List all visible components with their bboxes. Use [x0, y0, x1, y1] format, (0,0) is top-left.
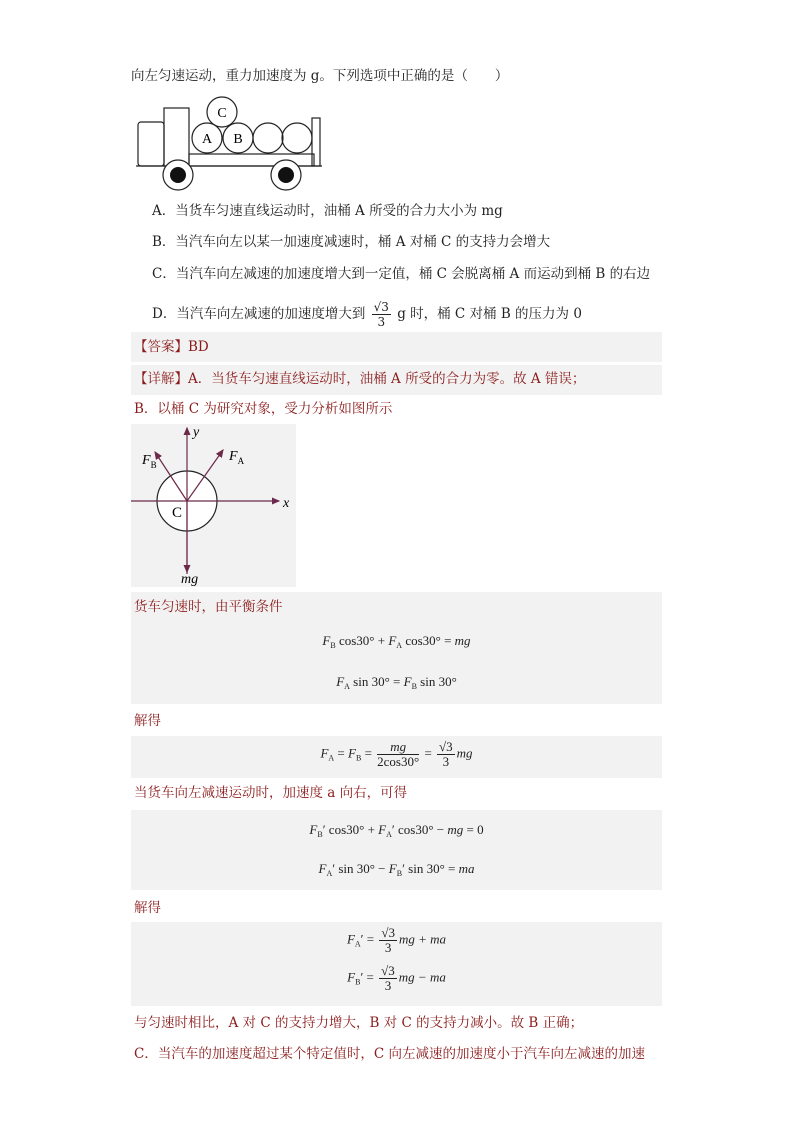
- label-mg: mg: [181, 572, 199, 587]
- label-c: C: [172, 505, 183, 521]
- label-x: x: [283, 496, 290, 511]
- equation-5: $F_A'$ $\sin 30^\circ - F_B'$ sin 30° = ma: [318, 861, 475, 878]
- wheel-front-hub: [170, 167, 186, 183]
- truck-tailgate: [312, 118, 320, 166]
- answer-block: [131, 332, 662, 362]
- option-c: C．当汽车向左减速的加速度增大到一定值，桶 C 会脱离桶 A 而运动到桶 B 的右边: [152, 266, 651, 282]
- explain-solve-2: 解得: [134, 900, 161, 916]
- answer-line: [134, 337, 209, 357]
- equation-6: $F_A'$ = $\frac{√3}{3}$ mg + ma: [346, 925, 447, 955]
- option-d-tail: g 时，桶 C 对桶 B 的压力为 0: [397, 306, 582, 322]
- label-y: y: [193, 425, 200, 440]
- label-b: B: [233, 132, 243, 147]
- explain-tag: 【详解】: [134, 371, 188, 387]
- equation-3: $F_A = F_B$ = $\frac{mg}{2\cos 30^\circ}$ = $\frac{√3}{3}$ mg: [320, 739, 473, 769]
- explain-compare: 与匀速时相比，A 对 C 的支持力增大，B 对 C 的支持力减小。故 B 正确；: [134, 1015, 584, 1031]
- wheel-rear-hub: [278, 167, 294, 183]
- explain-decel: 当货车向左减速运动时，加速度 a 向右，可得: [134, 785, 408, 801]
- answer-value: BD: [188, 339, 209, 355]
- explain-solve-1: 解得: [134, 713, 161, 729]
- equation-1: $F_B$ $\cos 30^\circ + F_A$ cos30° = mg: [322, 633, 471, 650]
- explain-b-intro: B．以桶 C 为研究对象，受力分析如图所示: [134, 401, 393, 417]
- explain-a: 【详解】A．当货车匀速直线运动时，油桶 A 所受的合力为零。故 A 错误；: [134, 371, 586, 387]
- label-fb: $F_B$: [142, 453, 157, 470]
- label-c: C: [217, 106, 227, 121]
- question-stem: 向左匀速运动，重力加速度为 g。下列选项中正确的是（ ）: [131, 68, 509, 84]
- equation-7: $F_B'$ = $\frac{√3}{3}$ mg − ma: [347, 963, 446, 993]
- option-d-text: D．当汽车向左减速的加速度增大到: [152, 306, 366, 322]
- barrel-5: [282, 123, 312, 153]
- explain-c: C．当汽车的加速度超过某个特定值时，C 向左减速的加速度小于汽车向左减速的加速: [134, 1046, 645, 1062]
- equation-4: $F_B'$ $\cos 30^\circ + F_A'$ cos30° − mg = 0: [309, 822, 484, 839]
- answer-tag: 【答案】: [134, 339, 188, 355]
- option-a: A．当货车匀速直线运动时，油桶 A 所受的合力大小为 mg: [152, 203, 503, 219]
- truck-cab-upper: [164, 108, 189, 166]
- option-d-fraction: $\frac{√3}{3}$: [373, 300, 389, 329]
- label-a: A: [201, 132, 213, 147]
- barrel-4: [253, 123, 283, 153]
- option-d: [152, 300, 582, 329]
- truck-cab: [138, 122, 164, 166]
- explain-uniform: 货车匀速时，由平衡条件: [134, 599, 283, 615]
- force-diagram: [131, 424, 296, 587]
- equation-2: $F_A$ $\sin 30^\circ = F_B$ sin 30°: [336, 674, 457, 691]
- truck-figure: [130, 96, 330, 192]
- option-b: B．当汽车向左以某一加速度减速时，桶 A 对桶 C 的支持力会增大: [152, 234, 551, 250]
- label-fa: $F_A$: [229, 449, 245, 466]
